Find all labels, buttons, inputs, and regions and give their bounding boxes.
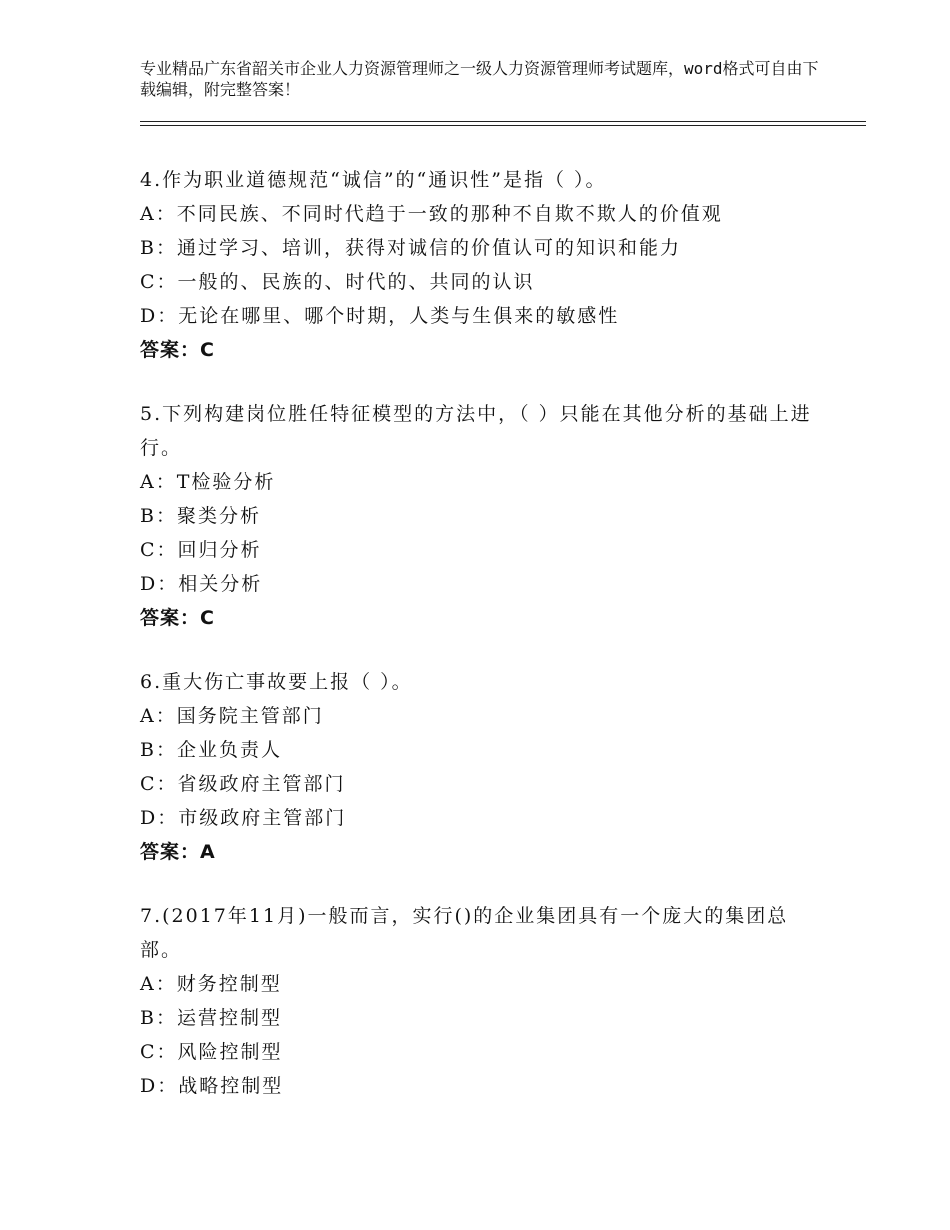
option-a: A：不同民族、不同时代趋于一致的那种不自欺不欺人的价值观 [140,203,723,225]
option-d: D：战略控制型 [140,1075,284,1097]
option-c: C：一般的、民族的、时代的、共同的认识 [140,271,535,293]
option-b: B：企业负责人 [140,739,282,761]
option-a: A：T检验分析 [140,471,276,493]
option-a: A：财务控制型 [140,973,282,995]
question-7 [140,899,820,1103]
answer: 答案：C [140,339,215,361]
question-stem: 5.下列构建岗位胜任特征模型的方法中，（ ）只能在其他分析的基础上进行。 [140,403,812,459]
option-b: B：通过学习、培训，获得对诚信的价值认可的知识和能力 [140,237,681,259]
answer: 答案：C [140,607,215,629]
option-b: B：运营控制型 [140,1007,282,1029]
header-rule-bottom [140,125,866,126]
question-stem: 6.重大伤亡事故要上报（ ）。 [140,671,413,693]
question-stem: 7.(2017年11月)一般而言，实行()的企业集团具有一个庞大的集团总部。 [140,905,789,961]
option-b: B：聚类分析 [140,505,261,527]
question-6 [140,665,820,869]
option-c: C：省级政府主管部门 [140,773,346,795]
question-4 [140,163,820,367]
header-rule-top [140,121,866,122]
option-a: A：国务院主管部门 [140,705,324,727]
question-5 [140,397,820,635]
option-c: C：回归分析 [140,539,262,561]
question-stem: 4.作为职业道德规范“诚信”的“通识性”是指（ ）。 [140,169,607,191]
option-d: D：相关分析 [140,573,263,595]
option-c: C：风险控制型 [140,1041,283,1063]
document-header: 专业精品广东省韶关市企业人力资源管理师之一级人力资源管理师考试题库，word格式可自由下载编辑，附完整答案！ [140,59,819,99]
question-list [140,163,820,1133]
answer: 答案：A [140,841,216,863]
option-d: D：无论在哪里、哪个时期，人类与生俱来的敏感性 [140,305,620,327]
option-d: D：市级政府主管部门 [140,807,347,829]
